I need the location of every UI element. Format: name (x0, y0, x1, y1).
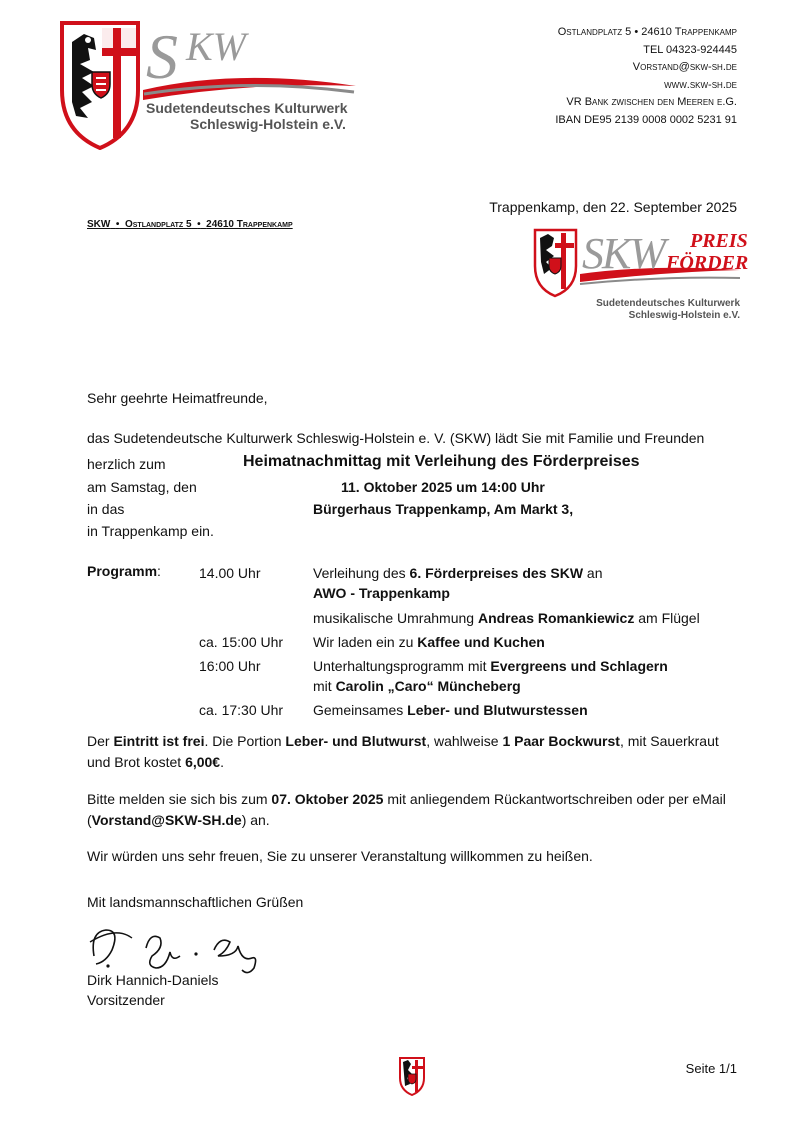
sender-sep-1: • (115, 219, 120, 230)
signer-title: Vorsitzender (87, 992, 165, 1008)
award-letters: SKW (582, 229, 664, 278)
invite-line3-left: in das (87, 501, 125, 517)
program-description (313, 608, 700, 628)
program-description (313, 656, 668, 696)
program-description-line (313, 632, 545, 652)
bold-text: AWO - Trappenkamp (313, 585, 450, 601)
program-item (199, 563, 739, 603)
bold-text: Kaffee und Kuchen (417, 634, 545, 650)
program-time: 14.00 Uhr (199, 565, 261, 581)
bold-text: 07. Oktober 2025 (271, 791, 384, 807)
program-description-line (313, 656, 668, 676)
text-run: mit anliegendem Rückantwortschreiben oder per eMail ( (87, 791, 726, 828)
bold-text: Andreas Romankiewicz (477, 610, 635, 626)
text-run: ) an. (241, 812, 270, 828)
sender-line (87, 219, 293, 230)
bold-text: Carolin „Caro“ Müncheberg (335, 678, 521, 694)
bold-text: 6. Förderpreises des SKW (409, 565, 584, 581)
program-list (199, 563, 739, 720)
text-run: , mit Sauerkraut und Brot kostet (87, 733, 719, 770)
program-description (313, 563, 603, 603)
program-label-colon: : (157, 563, 161, 579)
org-name-line2: Schleswig-Holstein e.V. (190, 116, 346, 132)
text-run: mit (313, 678, 336, 694)
program-description-line (313, 608, 700, 628)
program-item (199, 656, 739, 696)
address-iban: IBAN DE95 2139 0008 0002 5231 91 (555, 113, 737, 126)
address-phone: TEL 04323-924445 (643, 43, 737, 56)
bold-text: Leber- und Blutwurstessen (407, 702, 588, 718)
address-block (555, 24, 737, 130)
invite-line4: in Trappenkamp ein. (87, 523, 214, 539)
sender-street: Ostlandplatz 5 (124, 219, 192, 230)
svg-text:KW: KW (186, 24, 246, 69)
sender-sep-2: • (197, 219, 201, 230)
bold-text: Evergreens und Schlagern (490, 658, 668, 674)
program-item (199, 608, 739, 628)
text-run: Wir laden ein zu (313, 634, 418, 650)
event-date: 11. Oktober 2025 um 14:00 Uhr (341, 479, 545, 495)
date-line: Trappenkamp, den 22. September 2025 (489, 199, 737, 215)
text-run: an (583, 565, 603, 581)
program-description (313, 700, 588, 720)
intro-text: das Sudetendeutsche Kulturwerk Schleswig-Holstein e. V. (SKW) lädt Sie mit Familie und Freunden (87, 430, 705, 446)
bold-text: Eintritt ist frei (113, 733, 205, 749)
text-run: am Flügel (634, 610, 700, 626)
program-time: 16:00 Uhr (199, 658, 261, 674)
salutation: Sehr geehrte Heimatfreunde, (87, 390, 268, 406)
signer-name: Dirk Hannich-Daniels (87, 972, 219, 988)
address-website[interactable]: www.skw-sh.de (664, 78, 737, 91)
text-run: Bitte melden sie sich bis zum (87, 791, 272, 807)
sender-city: 24610 Trappenkamp (206, 219, 293, 230)
invite-line1-left: herzlich zum (87, 456, 166, 472)
footer-crest-icon (398, 1056, 426, 1096)
bold-text: 6,00€ (185, 754, 221, 770)
program-time: ca. 15:00 Uhr (199, 634, 284, 650)
invite-line2-left: am Samstag, den (87, 479, 197, 495)
program-description-line (313, 583, 603, 603)
program-label (87, 563, 161, 579)
program-description-line (313, 676, 668, 696)
program-time (199, 608, 313, 628)
register-paragraph (87, 789, 737, 831)
program-item (199, 632, 739, 652)
address-email[interactable]: Vorstand@skw-sh.de (632, 61, 737, 74)
program-description-line (313, 700, 588, 720)
event-venue: Bürgerhaus Trappenkamp, Am Markt 3, (313, 501, 574, 517)
bold-text: Leber- und Blutwurst (285, 733, 427, 749)
award-preis: PREIS (690, 230, 748, 252)
sender-org: SKW (87, 219, 111, 230)
text-run: Verleihung des (313, 565, 410, 581)
page-number: Seite 1/1 (685, 1061, 737, 1076)
text-run: Unterhaltungsprogramm mit (313, 658, 491, 674)
text-run: . Die Portion (204, 733, 286, 749)
address-bank: VR Bank zwischen den Meeren e.G. (566, 96, 737, 109)
skw-logo (58, 20, 358, 150)
text-run: Gemeinsames (313, 702, 408, 718)
bold-text: 1 Paar Bockwurst (502, 733, 620, 749)
text-run: . (220, 754, 224, 770)
award-logo (532, 228, 749, 323)
org-name-line1: Sudetendeutsches Kulturwerk (146, 100, 348, 116)
award-org-line1: Sudetendeutsches Kulturwerk (596, 298, 740, 309)
welcome-paragraph: Wir würden uns sehr freuen, Sie zu unserer Veranstaltung willkommen zu heißen. (87, 848, 593, 864)
award-foerder: FÖRDER (666, 252, 749, 274)
svg-text:S: S (146, 21, 178, 92)
price-paragraph (87, 731, 737, 773)
program-time: ca. 17:30 Uhr (199, 702, 284, 718)
closing: Mit landsmannschaftlichen Grüßen (87, 894, 304, 910)
event-title: Heimatnachmittag mit Verleihung des Förderpreises (243, 453, 640, 470)
program-description (313, 632, 545, 652)
program-description-line (313, 563, 603, 583)
address-street: Ostlandplatz 5 • 24610 Trappenkamp (557, 26, 737, 38)
program-item (199, 700, 739, 720)
text-run: musikalische Umrahmung (313, 610, 478, 626)
text-run: , wahlweise (426, 733, 503, 749)
program-label-text: Programm (87, 563, 158, 579)
text-run: Der (87, 733, 114, 749)
bold-text: Vorstand@SKW-SH.de (91, 812, 242, 828)
award-org-line2: Schleswig-Holstein e.V. (628, 310, 740, 321)
